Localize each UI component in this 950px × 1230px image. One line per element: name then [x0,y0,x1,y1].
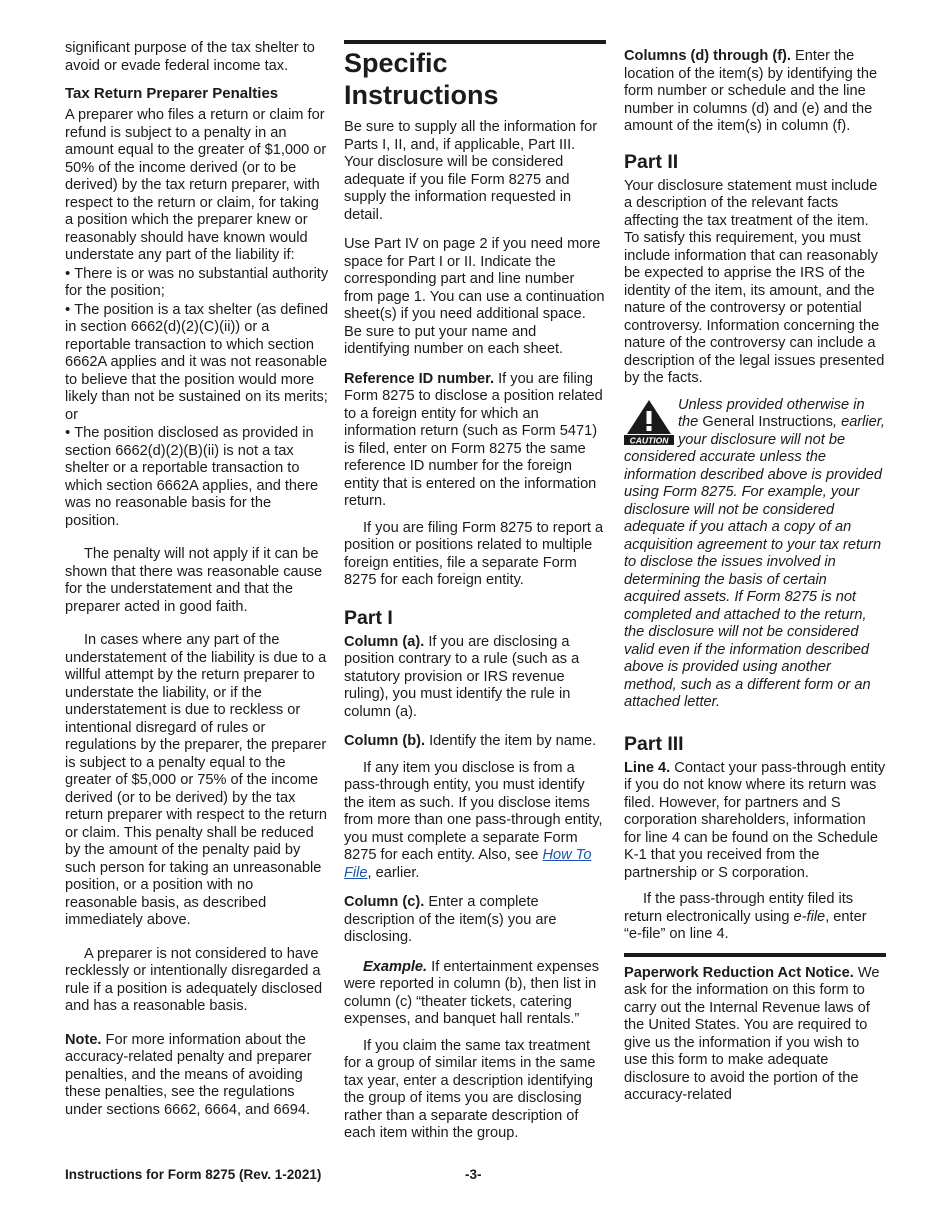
paragraph-reasonable-cause: The penalty will not apply if it can be shown that there was reasonable cause for the understatement and that the preparer acted in good faith. [65,546,323,615]
paragraph-group-items: If you claim the same tax treatment for a group of similar items in the same tax year, enter a description identifying the group of items you are disclosing rather than a separate description of each item within the group. [344,1037,596,1141]
column-a-label: Column (a). [344,633,425,650]
heading-preparer-penalties: Tax Return Preparer Penalties [65,85,279,102]
caution-text-start: Unless provided otherwise in the [678,396,865,430]
column-right [624,40,886,1114]
section-divider [624,953,886,957]
paragraph-paperwork-notice [624,965,886,1105]
e-file-text-b: , enter “e-file” on line 4. [624,908,867,942]
columns-d-f-label: Columns (d) through (f). [624,48,791,64]
paragraph-column-b [344,733,606,751]
caution-icon [624,399,674,445]
paragraph-reference-id [344,371,606,511]
paragraph-example [344,959,606,1029]
general-instructions-ref: General Instructions [702,414,833,430]
paragraph-column-a [344,634,606,722]
column-c-label: Column (c). [344,894,425,910]
note-label: Note. [65,1031,102,1048]
caution-icon-label: CAUTION [629,435,669,445]
heading-part-iii: Part III [624,732,684,755]
reference-id-label: Reference ID number. [344,370,495,387]
e-file-text-a: If the pass-through entity filed its return electronically using [624,891,854,925]
list-item: • There is or was no substantial authority for the position; [65,265,329,301]
paragraph-intro: significant purpose of the tax shelter to avoid or evade federal income tax. [65,40,315,74]
paragraph-line-4 [624,760,886,883]
paragraph-note [65,1032,329,1120]
paragraph-column-c [344,894,606,947]
paragraph-columns-d-f [624,48,886,136]
paragraph-pass-through [344,760,606,883]
list-item: • The position is a tax shelter (as defined in section 6662(d)(2)(C)(ii)) or a reportable transaction to which section 6662A applies and it was not reasonable to believe that the position would more likely than not be sustained on its merits; or [65,301,329,425]
column-middle [344,40,606,1152]
paragraph-willful-attempt: In cases where any part of the understatement of the liability is due to a willful attempt by the return preparer to understate the liability, or if the understatement is due to reckless or intentional disregard of rules or regulations by the preparer, the preparer is subject to a penalty equal to the greater of $5,000 or 75% of the income derived (or to be derived) by the tax return preparer with respect to the return or claim. This penalty shall be reduced by the amount of the penalty paid by such person for taking an unreasonable position, or a position with no reasonable basis, as described immediately above. [65,632,328,928]
line-4-text: Contact your pass-through entity if you do not know where its return was filed. However, for partners and S corporation shareholders, information for line 4 can be found on the Schedule K-1 that you received from the partnership or S corporation. [624,759,886,881]
penalty-conditions-list [65,265,329,531]
pass-through-after: , earlier. [367,864,420,881]
example-label: Example. [363,958,428,975]
column-a-text: If you are disclosing a position contrary to a rule (such as a statutory provision or IRS revenue ruling), you must identify the rule in column (a). [344,633,580,720]
reference-id-text: If you are filing Form 8275 to disclose a position related to a foreign entity for which an information return (such as Form 5471) is filed, enter on Form 8275 the same reference ID number for the foreign entity that is entered on the information return. [344,370,603,509]
column-b-text: Identify the item by name. [429,733,597,749]
section-title: Specific Instructions [344,40,606,111]
paragraph-supply-info: Be sure to supply all the information for Parts I, II, and, if applicable, Part III. Your disclosure will be considered adequate if you file Form 8275 and supply the information requested in detail. [344,119,598,223]
list-item: • The position disclosed as provided in section 6662(d)(2)(B)(ii) is not a tax shelter or a reportable transaction to which section 6662A applies, and there was no reasonable basis for the position. [65,424,329,530]
pass-through-text: If any item you disclose is from a pass-through entity, you must identify the item as such. If you disclose items from more than one pass-through entity, you must complete a separate Form 8275 for each entity. Also, see [344,759,603,863]
paragraph-not-reckless: A preparer is not considered to have recklessly or intentionally disregarded a rule if a position is adequately disclosed and has a reasonable basis. [65,945,323,1014]
heading-part-ii: Part II [624,150,679,173]
note-text: For more information about the accuracy-related penalty and preparer penalties, and the means of avoiding these penalties, see the regulations under sections 6662, 6664, and 6694. [65,1031,312,1118]
caution-text-rest: , earlier, your disclosure will not be considered accurate unless the information described above is provided using Form 8275. For example, your disclosure will not be considered adequate if you attach a copy of an acquisition agreement to your tax return to disclose the issues involved in determining the basis of certain acquired assets. If Form 8275 is not completed and attached to the return, the disclosure will not be considered valid even if the information described above is provided using another method, such as a different form or an attached letter. [624,414,885,710]
column-c-text: Enter a complete description of the item(s) you are disclosing. [344,894,557,945]
column-b-label: Column (b). [344,733,426,749]
example-text: If entertainment expenses were reported in column (b), then list in column (c) “theater tickets, catering expenses, and banquet hall rentals.” [344,958,600,1027]
heading-part-i: Part I [344,606,393,629]
caution-note [624,397,886,712]
paragraph-preparer-penalty: A preparer who files a return or claim for refund is subject to a penalty in an amount equal to the greater of $1,000 or 50% of the income derived (or to be derived) by the tax return preparer, with respect to the return or claim, for taking a position which the preparer knew or reasonably should have known would understate any part of the liability if: [65,107,327,263]
columns-d-f-text: Enter the location of the item(s) by identifying the form number or schedule and the line number in columns (d) and (e) and the amount of the item(s) in column (f). [624,48,878,134]
line-4-label: Line 4. [624,759,671,776]
footer-form-title: Instructions for Form 8275 (Rev. 1-2021) [65,1167,322,1182]
paragraph-e-file [624,891,886,944]
column-left [65,40,329,1128]
footer-page-number: -3- [465,1167,482,1182]
paragraph-disclosure-statement: Your disclosure statement must include a description of the relevant facts affecting the tax treatment of the item. To satisfy this requirement, you must include information that can reasonably be expected to apprise the IRS of the identity of the item, its amount, and the nature of the controversy or potential controversy. Information concerning the nature of the controversy can include a description of the legal issues presented by the facts. [624,177,885,386]
how-to-file-link[interactable]: How To File [344,847,592,881]
paperwork-notice-label: Paperwork Reduction Act Notice. [624,964,854,981]
paragraph-multiple-entities: If you are filing Form 8275 to report a position or positions related to multiple foreign entities, file a separate Form 8275 for each foreign entity. [344,519,604,588]
paragraph-part-iv: Use Part IV on page 2 if you need more space for Part I or II. Indicate the corresponding part and line number from page 1. You can use a continuation sheet(s) if you need additional space. Be sure to put your name and identifying number on each sheet. [344,236,605,357]
e-file-term: e-file [793,908,826,925]
paperwork-notice-text: We ask for the information on this form to carry out the Internal Revenue laws of the United States. You are required to give us the information if you wish to use this form to make adequate disclosure to avoid the portion of the accuracy-related [624,964,880,1103]
